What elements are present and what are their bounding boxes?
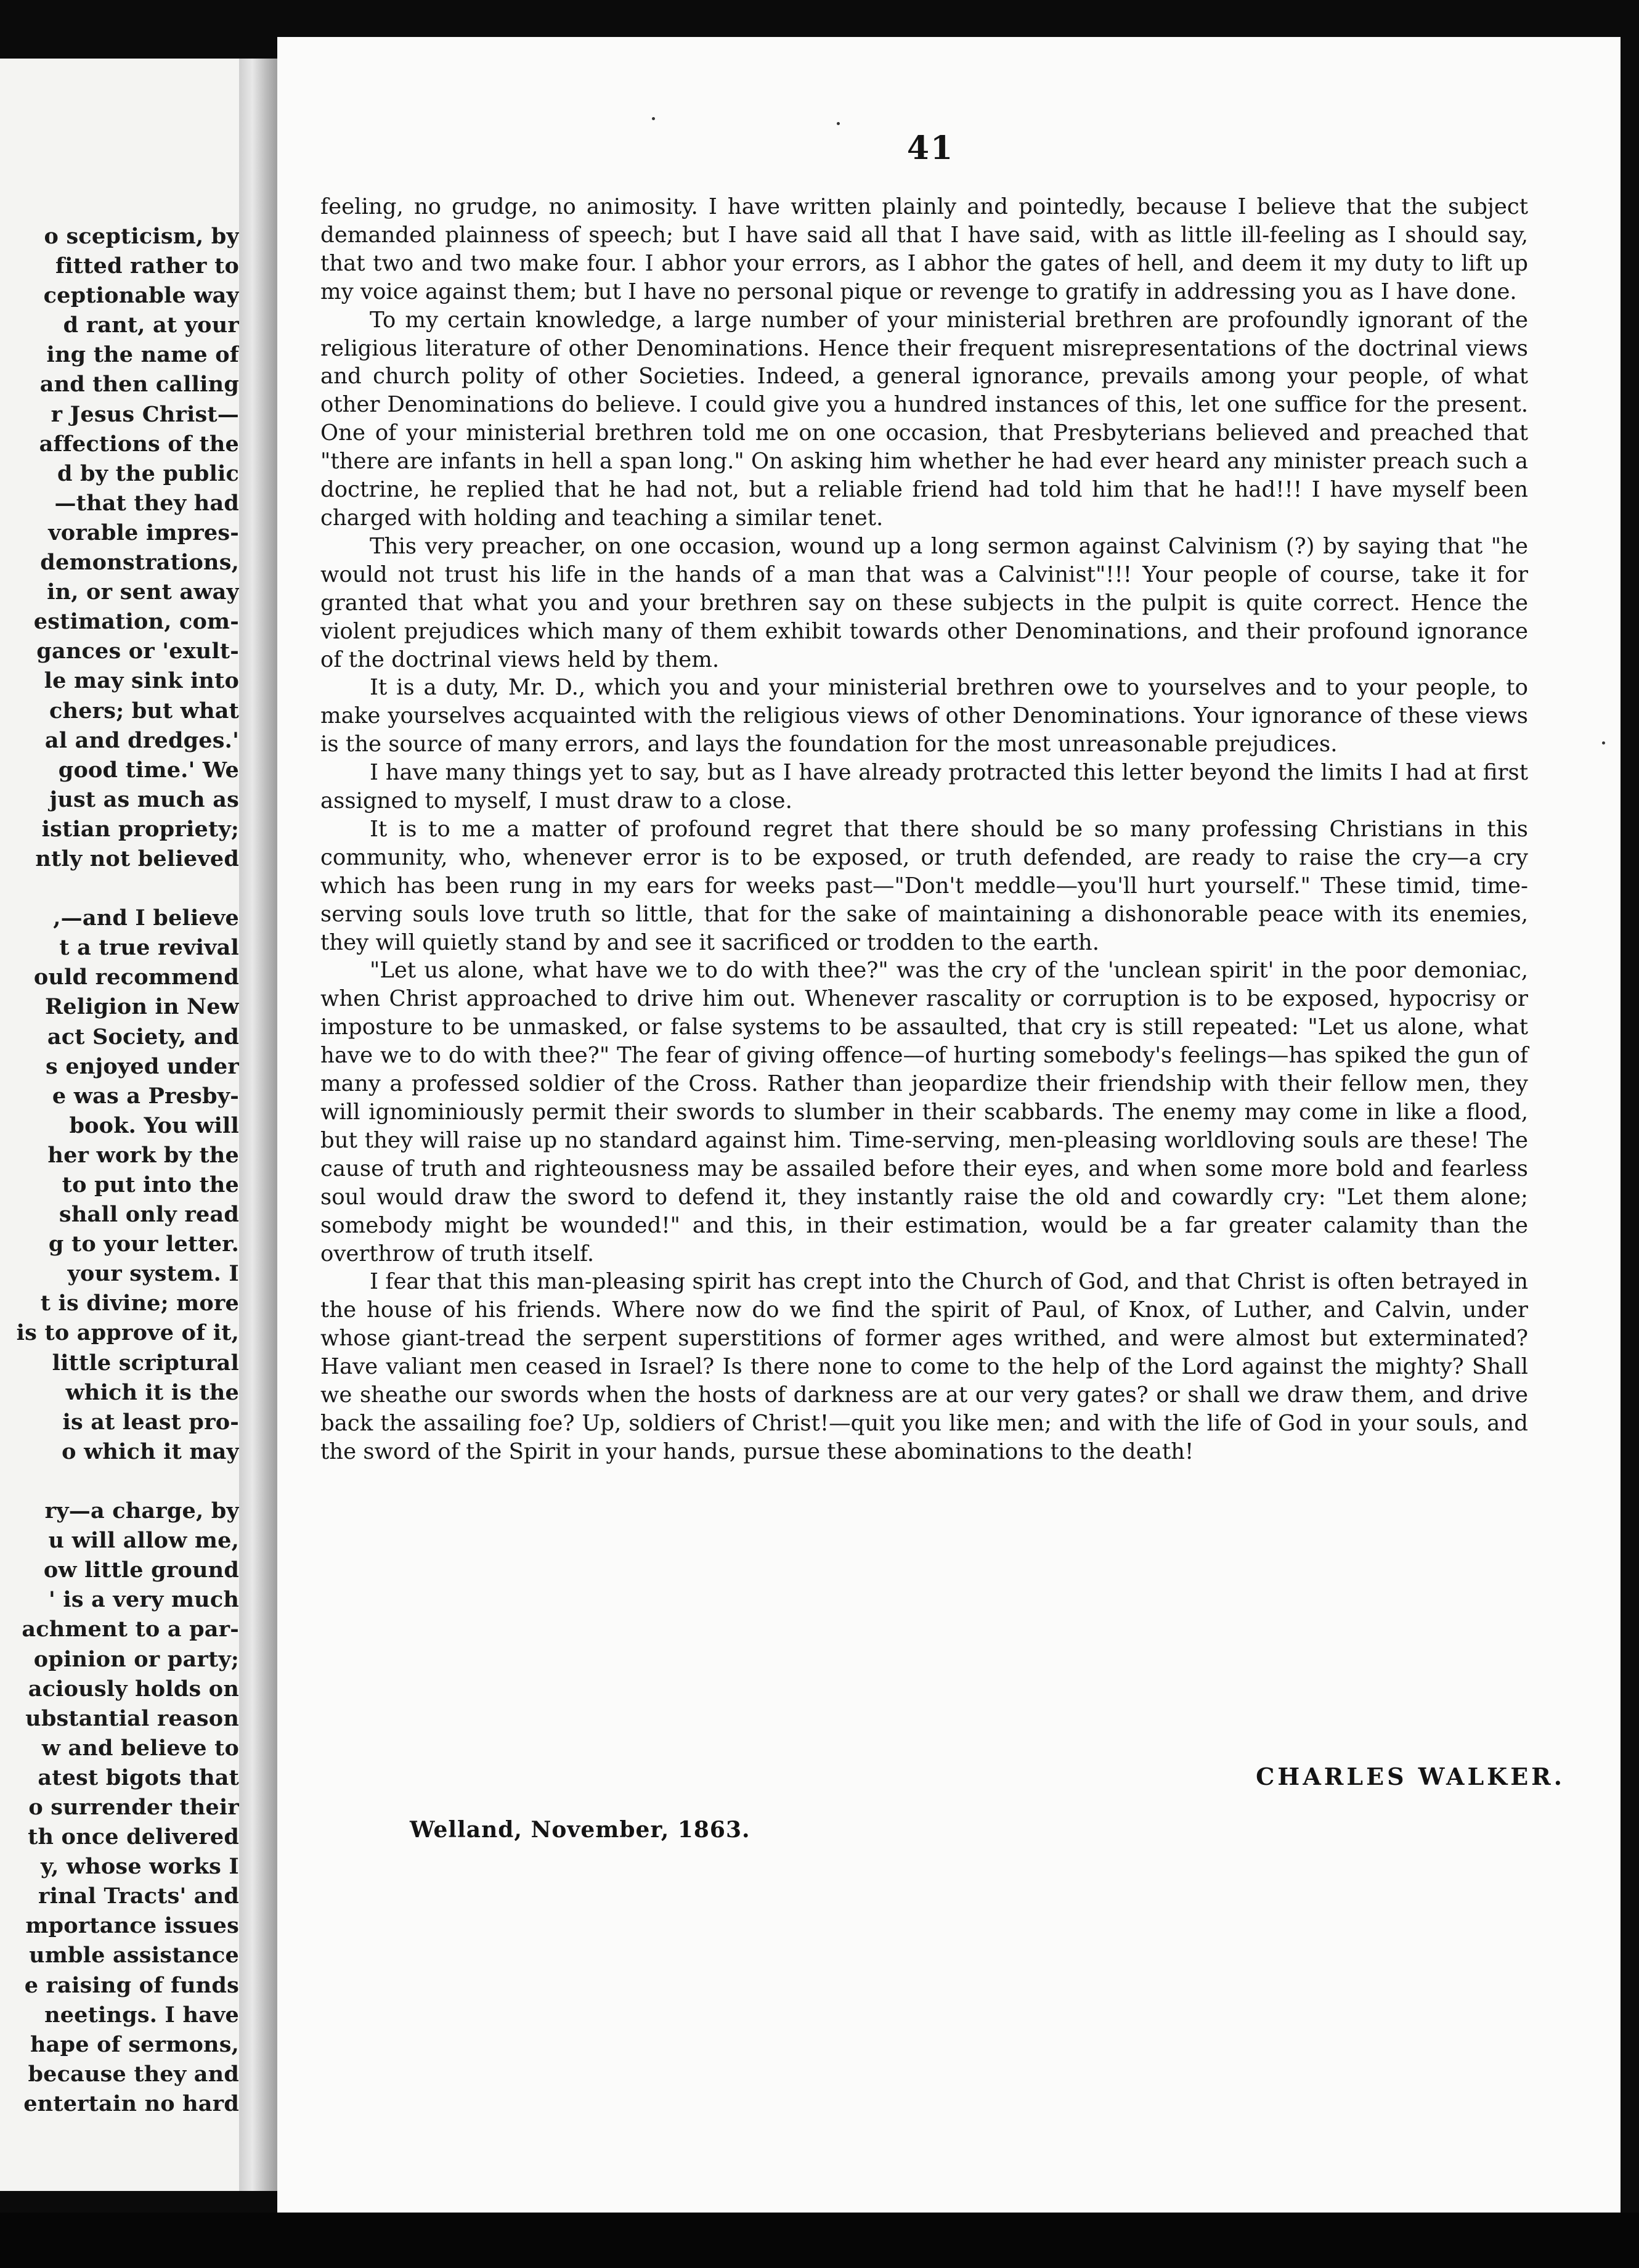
facing-page-line: little scriptural [52, 1350, 239, 1376]
facing-page-line: g to your letter. [48, 1231, 239, 1257]
facing-page-line: in, or sent away [47, 579, 239, 605]
facing-page-line: shall only read [59, 1202, 239, 1228]
facing-page-line: ntly not believed [35, 846, 239, 871]
paragraph-2: To my certain knowledge, a large number of your ministerial brethren are profoundly ignorant of the religious literature of other Denominations. Hence their frequent misrepresentations of the doctrinal views and church polity of other Societies. Indeed, a general ignorance, prevails among your people, of what other Denominations do believe. I could give you a hundred instances of this, let one suffice for the present. One of your ministerial brethren told me on one occasion, that Presbyterians believed and preached that "there are infants in hell a span long." On asking him whether he had ever heard any minister preach such a doctrine, he replied that he had not, but a reliable friend had told him that he had!!! I have myself been charged with holding and teaching a similar tenet. [320, 307, 1528, 531]
facing-page-line: vorable impres- [48, 520, 239, 545]
facing-page-line: e raising of funds [24, 1972, 239, 1998]
facing-page-line: good time.' We [58, 757, 239, 783]
facing-page-line: just as much as [49, 786, 239, 812]
paragraph-6: It is to me a matter of profound regret that there should be so many professing Christians in this community, who, whenever error is to be exposed, or truth defended, are ready to raise the cry—a cry which has been rung in my ears for weeks past—"Don't meddle—you'll hurt yourself." These timid, time-serving souls love truth so little, that for the sake of maintaining a dishonorable peace with its enemies, they will quietly stand by and see it sacrificed or trodden to the earth. [320, 816, 1528, 955]
facing-page-line: ould recommend [33, 965, 239, 990]
facing-page-line: estimation, com- [33, 609, 239, 635]
facing-page-line: o surrender their [28, 1794, 239, 1820]
facing-page-line: opinion or party; [33, 1646, 239, 1672]
paragraph-4: It is a duty, Mr. D., which you and your ministerial brethren owe to yourselves and to your people, to make yourselves acquainted with the religious views of other Denominations. Your ignorance of these views is the source of many errors, and lays the foundation for the most unreasonable prejudices. [320, 675, 1528, 757]
paragraph-7: "Let us alone, what have we to do with thee?" was the cry of the 'unclean spirit' in the poor demoniac, when Christ approached to drive him out. Whenever rascality or corruption is to be exposed, hypocrisy or imposture to be unmasked, or false systems to be assaulted, that cry is still repeated: "Let us alone, what have we to do with thee?" The fear of giving offence—of hurting somebody's feelings—has spiked the gun of many a professed soldier of the Cross. Rather than jeopardize their friendship with their fellow men, they will ignominiously permit their swords to slumber in their scabbards. The enemy may come in like a flood, but they will raise up no standard against him. Time-serving, men-pleasing worldloving souls are these! The cause of truth and righteousness may be assailed before their eyes, and when some more bold and fearless soul would draw the sword to defend it, they instantly raise the old and cowardly cry: "Let them alone; somebody might be wounded!" and this, in their estimation, would be a far greater calamity than the overthrow of truth itself. [320, 958, 1528, 1267]
place-date: Welland, November, 1863. [410, 1817, 750, 1843]
facing-page-line: —that they had [54, 490, 239, 516]
facing-page-line: is to approve of it, [16, 1320, 239, 1346]
print-speck [652, 117, 655, 120]
facing-page-line: gances or 'exult- [36, 638, 239, 664]
facing-page-line: o scepticism, by [44, 224, 239, 249]
facing-page-line: d by the public [57, 460, 239, 486]
facing-page-line: u will allow me, [48, 1528, 239, 1554]
facing-page-line [5, 874, 239, 904]
facing-page-line: s enjoyed under [46, 1053, 239, 1079]
facing-page-line: ceptionable way [43, 283, 239, 309]
letter-body [320, 193, 1528, 1466]
facing-page-line: and then calling [39, 372, 239, 398]
facing-page-line: neetings. I have [44, 2002, 239, 2028]
facing-page-line: demonstrations, [40, 550, 239, 576]
facing-page-line: ' is a very much [49, 1587, 239, 1613]
signature: CHARLES WALKER. [1256, 1763, 1565, 1790]
scan-border [0, 2213, 1639, 2268]
facing-page-line [5, 1467, 239, 1496]
facing-page-line: hape of sermons, [30, 2031, 239, 2057]
facing-page-line: istian propriety; [41, 816, 239, 842]
facing-page-line: ow little ground [43, 1557, 239, 1583]
facing-page-line: r Jesus Christ— [51, 401, 239, 427]
facing-page-line: ,—and I believe [53, 905, 239, 931]
facing-page-line: which it is the [65, 1379, 239, 1405]
facing-page-line: rinal Tracts' and [38, 1883, 239, 1909]
facing-page-line: achment to a par- [22, 1617, 239, 1642]
facing-page-line: is at least pro- [62, 1409, 239, 1435]
facing-page-line: entertain no hard [23, 2091, 239, 2116]
facing-page-line: book. You will [69, 1112, 239, 1138]
facing-page-lines [5, 222, 239, 2119]
facing-page-line: aciously holds on [28, 1676, 239, 1702]
facing-page-line: umble assistance [29, 1943, 239, 1968]
facing-page-line: atest bigots that [38, 1764, 239, 1790]
facing-page-line: t is divine; more [40, 1291, 239, 1316]
facing-page-line: d rant, at your [63, 312, 239, 338]
facing-page-line: ubstantial reason [25, 1705, 239, 1731]
facing-page-line: to put into the [62, 1172, 239, 1197]
facing-page-line: Religion in New [44, 994, 239, 1020]
print-speck [837, 122, 840, 125]
page-number: 41 [906, 129, 954, 167]
facing-page-line: e was a Presby- [52, 1083, 239, 1109]
facing-page-line: mportance issues [25, 1913, 239, 1939]
facing-page-line: th once delivered [28, 1824, 239, 1850]
facing-page-line: fitted rather to [55, 253, 239, 279]
paragraph-1: feeling, no grudge, no animosity. I have written plainly and pointedly, because I believe that the subject demanded plainness of speech; but I have said all that I have said, with as little ill-feeling as I should say, that two and two make four. I abhor your errors, as I abhor the gates of hell, and deem it my duty to lift up my voice against them; but I have no personal pique or revenge to gratify in addressing you as I have done. [320, 194, 1528, 304]
facing-page-line: act Society, and [47, 1024, 239, 1050]
facing-page-line: affections of the [39, 431, 239, 457]
page [277, 37, 1621, 2213]
paragraph-8: I fear that this man-pleasing spirit has crept into the Church of God, and that Christ is often betrayed in the house of his friends. Where now do we find the spirit of Paul, of Knox, of Luther, and Calvin, under whose giant-tread the serpent superstitions of former ages writhed, and were almost but exterminated? Have valiant men ceased in Israel? Is there none to come to the help of the Lord against the mighty? Shall we sheathe our swords when the hosts of darkness are at our very gates? or shall we draw them, and drive back the assailing foe? Up, soldiers of Christ!—quit you like men; and with the life of God in your souls, and the sword of the Spirit in your hands, pursue these abominations to the death! [320, 1269, 1528, 1464]
facing-page-line: le may sink into [44, 668, 239, 694]
facing-page-fragment [0, 59, 239, 2191]
facing-page-line: ry—a charge, by [44, 1498, 239, 1524]
print-speck [1602, 741, 1605, 744]
facing-page-line: al and dredges.' [44, 727, 239, 753]
paragraph-3: This very preacher, on one occasion, wound up a long sermon against Calvinism (?) by saying that "he would not trust his life in the hands of a man that was a Calvinist"!!! Your people of course, take it for granted that what you and your brethren say on these subjects in the pulpit is quite correct. Hence the violent prejudices which many of them exhibit towards other Denominations, and their profound ignorance of the doctrinal views held by them. [320, 533, 1528, 672]
facing-page-line: o which it may [62, 1438, 239, 1464]
book-gutter [239, 59, 277, 2191]
facing-page-line: y, whose works I [40, 1854, 239, 1880]
paragraph-5: I have many things yet to say, but as I have already protracted this letter beyond the limits I had at first assigned to myself, I must draw to a close. [320, 760, 1528, 814]
facing-page-line: her work by the [47, 1142, 239, 1168]
facing-page-line: ing the name of [46, 342, 239, 368]
facing-page-line: w and believe to [41, 1735, 239, 1761]
facing-page-line: your system. I [67, 1261, 239, 1287]
facing-page-line: because they and [28, 2061, 239, 2087]
facing-page-line: chers; but what [49, 698, 239, 724]
facing-page-line: t a true revival [59, 935, 239, 961]
